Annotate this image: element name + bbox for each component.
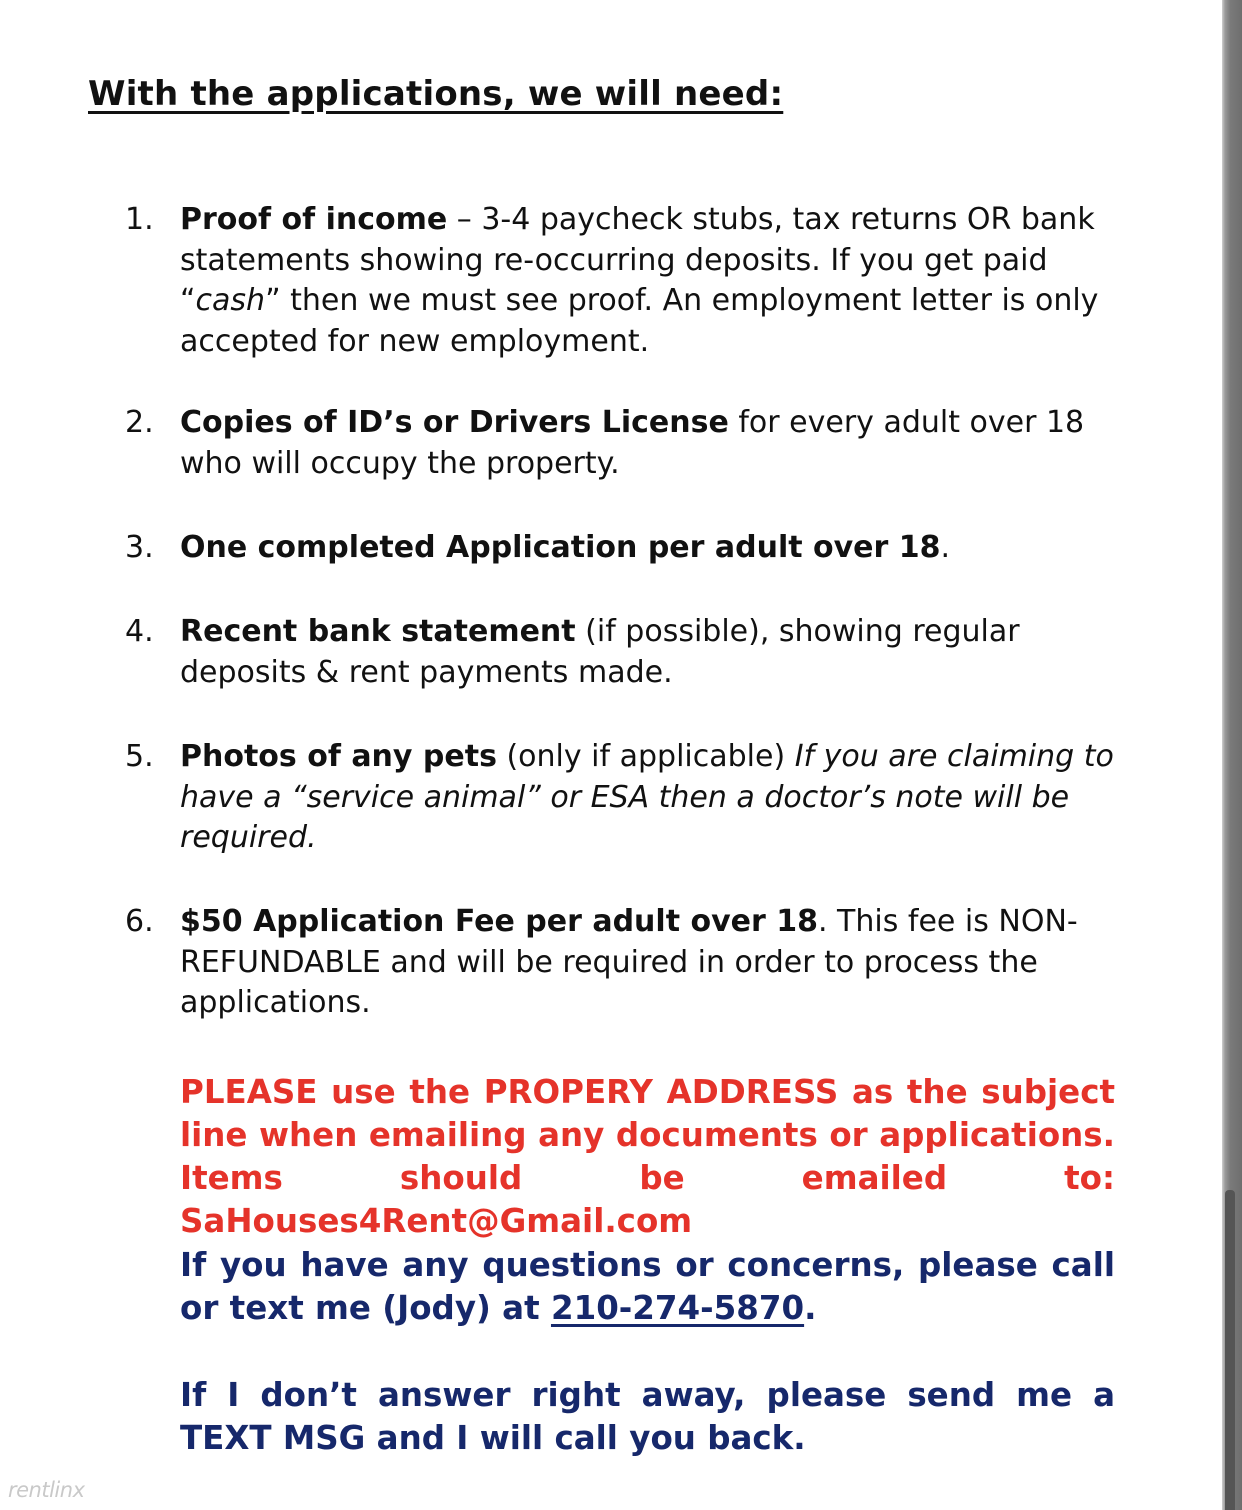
item-detail: for every adult over 18 who will occupy the property. — [180, 405, 1085, 481]
item-number: 2. — [125, 405, 154, 440]
item-number: 1. — [125, 202, 154, 237]
item-title: Copies of ID’s or Drivers License — [180, 405, 729, 440]
contact-text: If you have any questions or concerns, please call or text me (Jody) at — [180, 1246, 1115, 1327]
item-italic: If you are claiming to have a “service animal” or ESA then a doctor’s note will be required. — [180, 739, 1114, 855]
item-italic: cash — [195, 283, 266, 318]
item-number: 5. — [125, 739, 154, 774]
contact-instructions — [180, 1244, 1115, 1330]
item-title: Recent bank statement — [180, 614, 576, 649]
item-detail: (if possible), showing regular deposits & rent payments made. — [180, 614, 1020, 690]
item-number: 4. — [125, 614, 154, 649]
item-text — [180, 403, 1125, 484]
item-number: 6. — [125, 904, 154, 939]
item-title: Photos of any pets — [180, 739, 497, 774]
phone-number-link[interactable]: 210-274-5870 — [550, 1289, 805, 1327]
item-title: One completed Application per adult over 18 — [180, 530, 941, 565]
item-text — [180, 902, 1125, 1024]
text-msg-instructions: If I don’t answer right away, please send me a TEXT MSG and I will call you back. — [180, 1376, 1115, 1457]
item-title: $50 Application Fee per adult over 18 — [180, 904, 818, 939]
item-detail: (only if applicable) — [496, 739, 795, 774]
item-detail: . This fee is NON-REFUNDABLE and will be required in order to process the applications. — [180, 904, 1078, 1020]
contact-end: . — [804, 1289, 817, 1327]
item-detail: . — [940, 530, 951, 565]
item-number: 3. — [125, 530, 154, 565]
document-heading: With the applications, we will need: — [88, 74, 784, 114]
item-text — [180, 737, 1125, 859]
item-detail-cont: ” then we must see proof. An employment letter is only accepted for new employment. — [180, 283, 1099, 359]
item-text — [180, 200, 1125, 362]
item-text — [180, 612, 1125, 693]
watermark-logo: rentlinx — [8, 1478, 85, 1502]
item-detail: – 3-4 paycheck stubs, tax returns OR bank statements showing re-occurring deposits. If you get paid “ — [180, 202, 1095, 318]
email-instructions: PLEASE use the PROPERY ADDRESS as the subject line when emailing any documents or applications. Items should be emailed to: SaHouses4Rent@Gmail.com — [180, 1073, 1115, 1240]
scrollbar-thumb[interactable] — [1225, 1190, 1235, 1510]
item-title: Proof of income — [180, 202, 448, 237]
item-text — [180, 528, 1125, 569]
